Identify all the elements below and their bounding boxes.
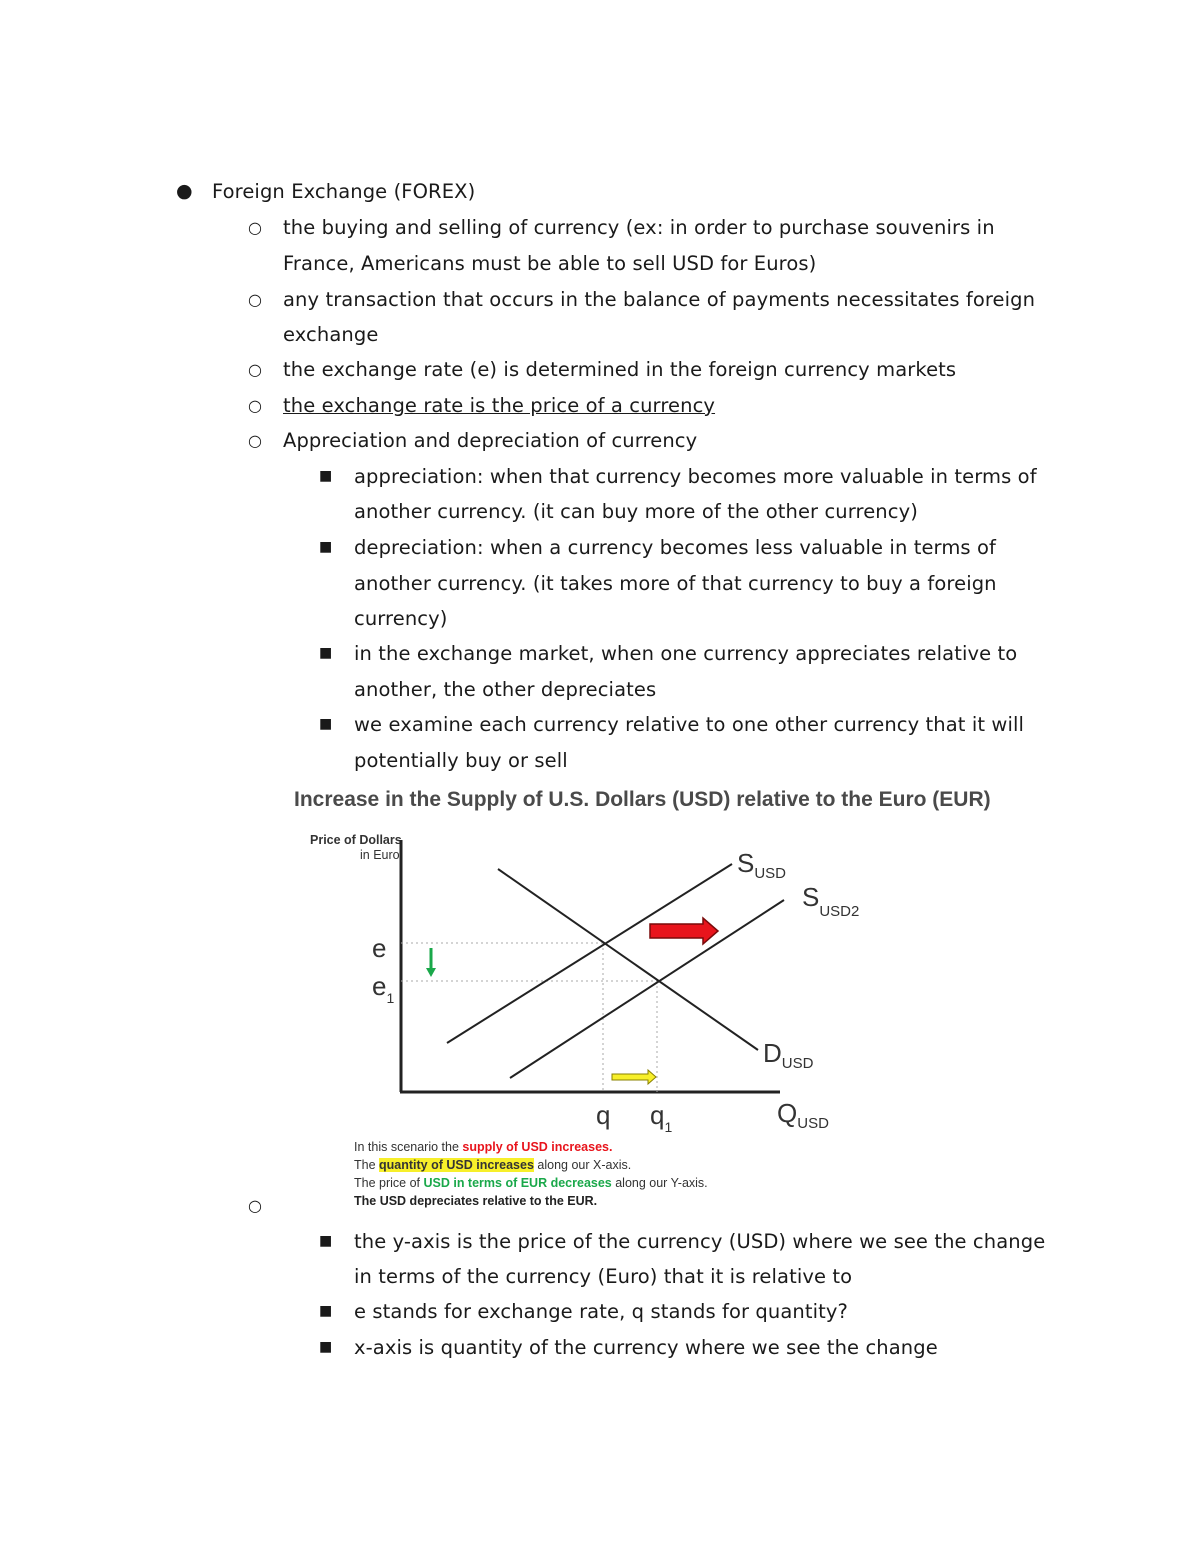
bullet-square-icon: ■ — [319, 1233, 333, 1249]
bullet-square-icon: ■ — [319, 716, 333, 732]
tick-q1: $q_1$ — [650, 1100, 673, 1135]
demand-label: $D_{USD}$ — [763, 1038, 814, 1072]
figure-note-4: The USD depreciates relative to the EUR. — [354, 1194, 598, 1208]
bullet-circle-icon: ○ — [248, 396, 262, 415]
bullet-square-icon: ■ — [319, 468, 333, 484]
sub-list-item: the y-axis is the price of the currency (USD) where we see the change — [354, 1230, 1046, 1253]
price-decrease-arrowhead-icon — [426, 968, 436, 977]
sub-list-item-continued: another, the other depreciates — [354, 678, 657, 701]
list-item: any transaction that occurs in the balance of payments necessitates foreign — [283, 288, 1036, 311]
bullet-circle-icon: ○ — [248, 290, 262, 309]
list-item: the exchange rate (e) is determined in the foreign currency markets — [283, 358, 957, 381]
sub-list-item: x-axis is quantity of the currency where we see the change — [354, 1336, 938, 1359]
y-axis-label-line1: Price of Dollars — [310, 833, 402, 847]
list-item: Appreciation and depreciation of currency — [283, 429, 698, 452]
tick-e: e — [372, 933, 387, 963]
figure-note-3: The price of USD in terms of EUR decreases along our Y-axis. — [354, 1176, 708, 1190]
sub-list-item-continued: in terms of the currency (Euro) that it is relative to — [354, 1265, 853, 1288]
list-item-continued: France, Americans must be able to sell USD for Euros) — [283, 252, 817, 275]
sub-list-item: appreciation: when that currency becomes more valuable in terms of — [354, 465, 1037, 488]
list-item: the buying and selling of currency (ex: in order to purchase souvenirs in — [283, 216, 995, 239]
bullet-square-icon: ■ — [319, 645, 333, 661]
bullet-square-icon: ■ — [319, 1339, 333, 1355]
sub-list-item-continued: currency) — [354, 607, 448, 630]
sub-list-item-continued: potentially buy or sell — [354, 749, 568, 772]
sub-list-item-continued: another currency. (it can buy more of the other currency) — [354, 500, 918, 523]
bullet-circle-icon: ○ — [248, 431, 262, 450]
supply-shift-arrow-icon — [650, 918, 718, 944]
y-axis-label-line2: in Euro — [360, 848, 400, 862]
bullet-square-icon: ■ — [319, 539, 333, 555]
bullet-circle-icon: ○ — [248, 1196, 262, 1215]
bullet-circle-icon: ○ — [248, 218, 262, 237]
section-heading: Foreign Exchange (FOREX) — [212, 180, 476, 203]
quantity-increase-arrow-icon — [612, 1070, 656, 1084]
sub-list-item: depreciation: when a currency becomes less valuable in terms of — [354, 536, 996, 559]
supply-label: $S_{USD}$ — [737, 848, 787, 882]
demand-curve-usd — [498, 869, 758, 1050]
sub-list-item-continued: another currency. (it takes more of that currency to buy a foreign — [354, 572, 997, 595]
sub-list-item: we examine each currency relative to one other currency that it will — [354, 713, 1025, 736]
x-axis-label: $Q_{USD}$ — [777, 1098, 829, 1132]
figure-note-1: In this scenario the supply of USD increases. — [354, 1140, 613, 1154]
supply2-label: $S_{USD2}$ — [802, 882, 860, 920]
supply-demand-chart — [290, 820, 870, 1140]
bullet-circle-icon: ○ — [248, 360, 262, 379]
bullet-dot-icon: ● — [176, 180, 193, 202]
figure-note-2: The quantity of USD increases along our X-axis. — [354, 1158, 632, 1172]
tick-q: q — [596, 1100, 611, 1130]
list-item-underlined: the exchange rate is the price of a currency — [283, 394, 716, 417]
sub-list-item: in the exchange market, when one currency appreciates relative to — [354, 642, 1018, 665]
supply-curve-usd2 — [510, 900, 784, 1078]
tick-e1: $e_1$ — [372, 971, 395, 1006]
figure-title: Increase in the Supply of U.S. Dollars (USD) relative to the Euro (EUR) — [294, 788, 991, 811]
supply-curve-usd — [447, 864, 732, 1043]
list-item-continued: exchange — [283, 323, 379, 346]
bullet-square-icon: ■ — [319, 1303, 333, 1319]
sub-list-item: e stands for exchange rate, q stands for quantity? — [354, 1300, 848, 1323]
